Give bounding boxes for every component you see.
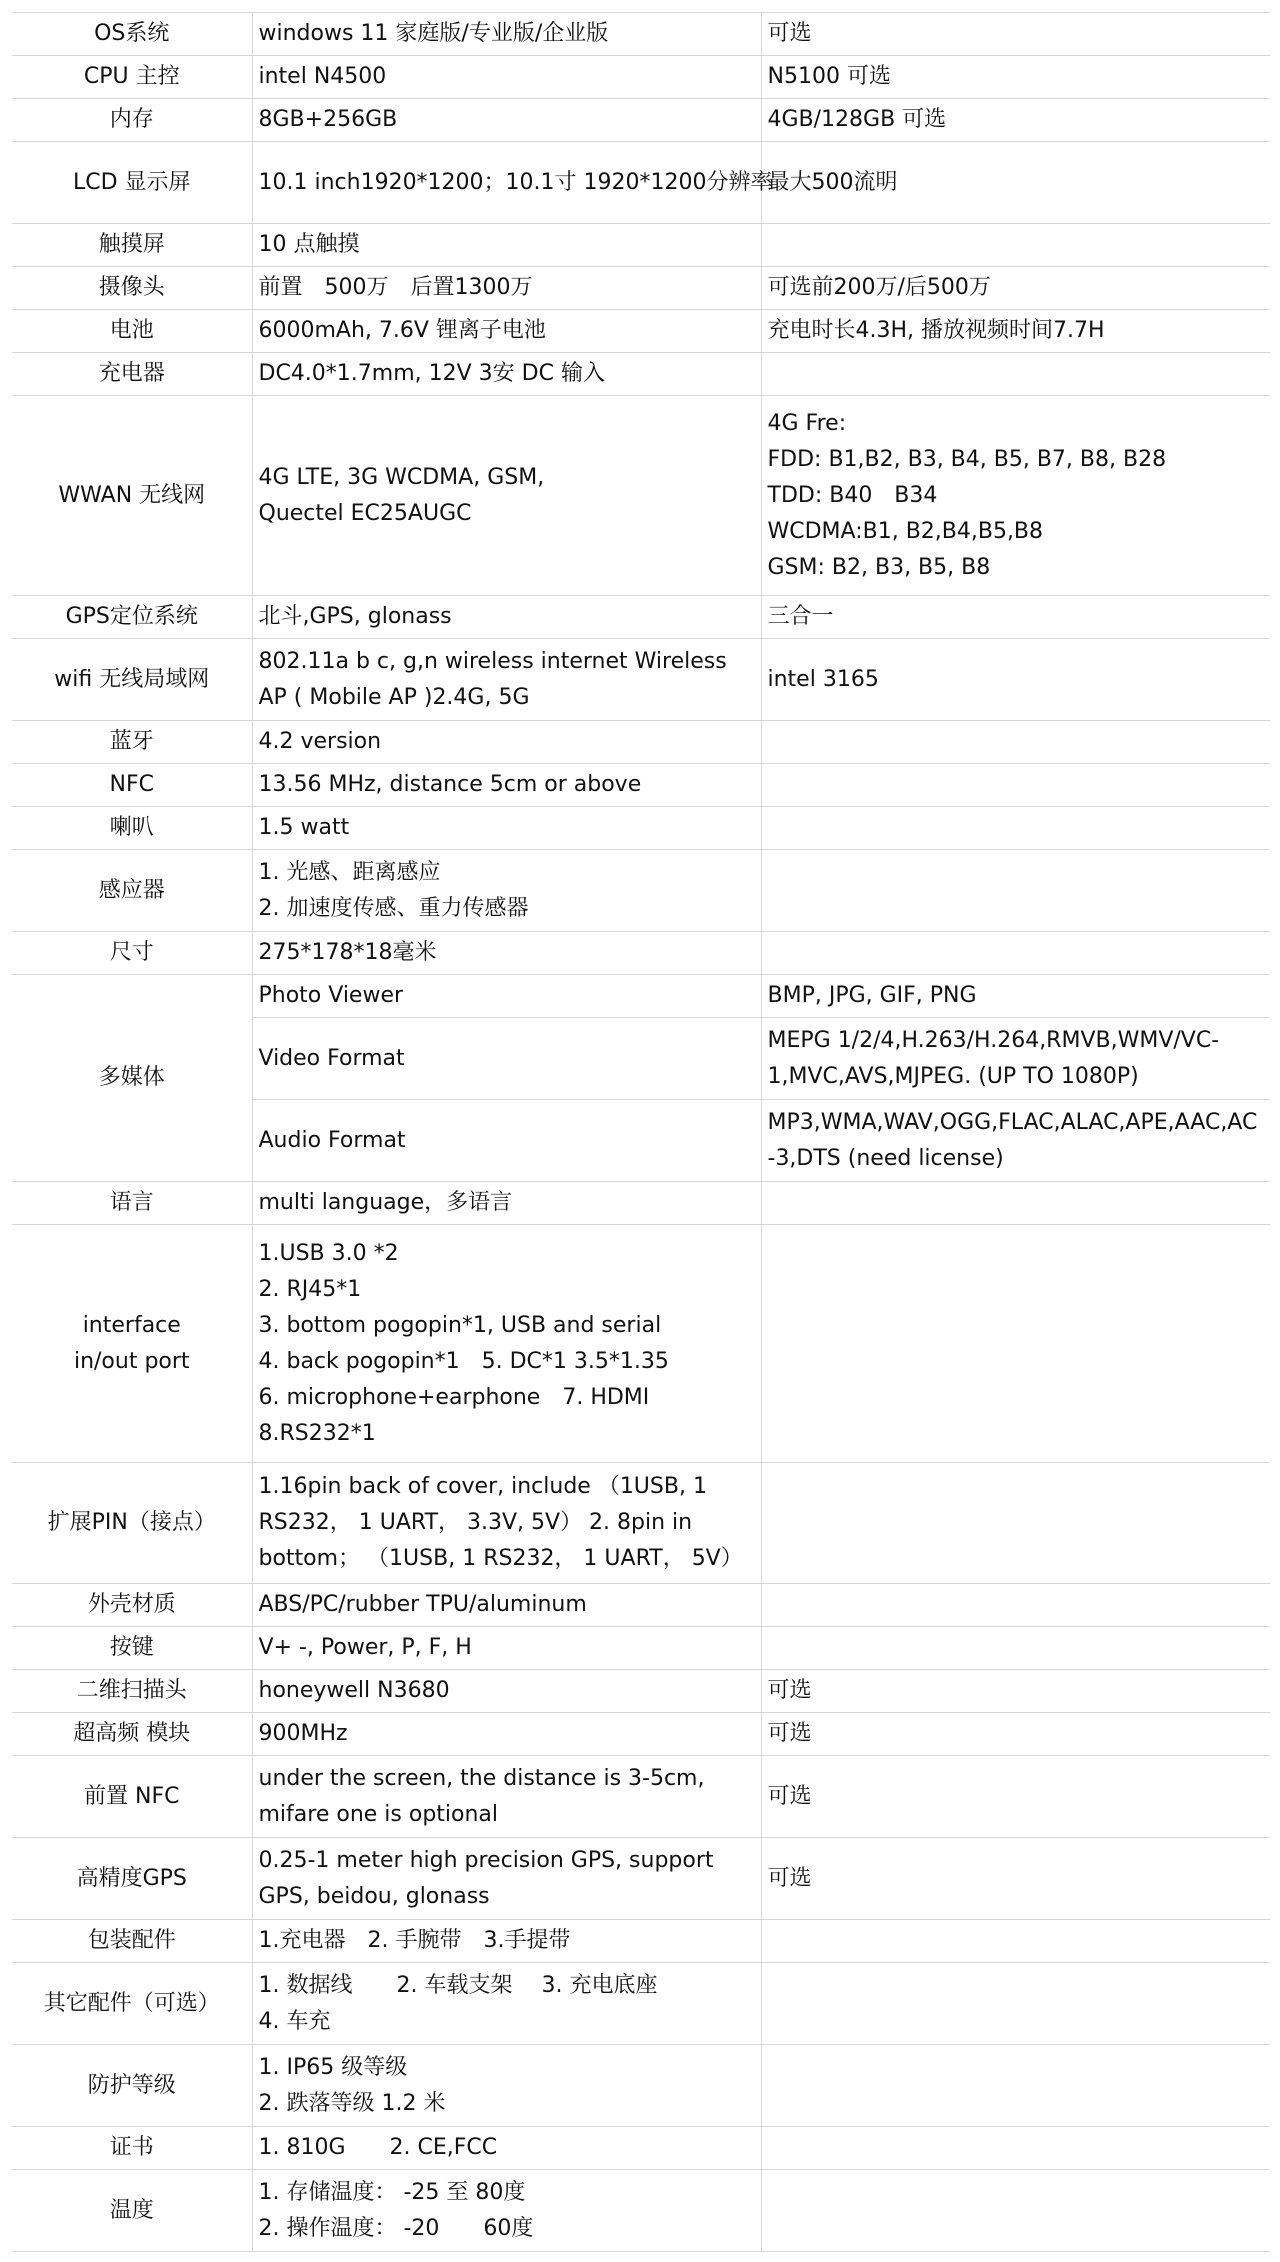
spec-note-line: 可选 (767, 21, 812, 46)
spec-value-line: AP ( Mobile AP )2.4G, 5G (258, 684, 530, 710)
spec-note (761, 1463, 1270, 1584)
spec-value (252, 1713, 761, 1756)
spec-value (252, 1920, 761, 1963)
spec-value-line: 1. 光感、距离感应 (258, 859, 441, 885)
spec-label-line: 感应器 (98, 877, 165, 903)
spec-value (252, 639, 761, 721)
spec-label-line: 按键 (109, 1635, 154, 1660)
spec-note-line: WCDMA:B1, B2,B4,B5,B8 (767, 518, 1044, 544)
spec-value (252, 267, 761, 310)
spec-row (12, 850, 1270, 932)
spec-table (12, 12, 1270, 2252)
spec-value-line: 1. 810G 2. CE,FCC (258, 2135, 498, 2160)
spec-label-line: WWAN 无线网 (58, 482, 206, 508)
spec-row (12, 267, 1270, 310)
spec-value (252, 396, 761, 596)
spec-row (12, 1182, 1270, 1225)
spec-label (12, 224, 252, 267)
spec-value-line: 4. back pogopin*1 5. DC*1 3.5*1.35 (258, 1348, 669, 1374)
spec-note (761, 596, 1270, 639)
spec-label-line: in/out port (73, 1348, 190, 1374)
multimedia-formats-line: BMP, JPG, GIF, PNG (767, 983, 977, 1008)
multimedia-item-name (252, 1100, 761, 1182)
spec-label (12, 1627, 252, 1670)
spec-note-line: 三合一 (767, 604, 834, 629)
spec-note (761, 99, 1270, 142)
spec-row (12, 13, 1270, 56)
spec-row (12, 932, 1270, 975)
spec-note-line: 可选 (767, 1783, 812, 1809)
spec-label-line: GPS定位系统 (65, 604, 198, 629)
spec-note (761, 353, 1270, 396)
spec-value-line: 4. 车充 (258, 2008, 331, 2034)
spec-label (12, 596, 252, 639)
spec-note-line: 4G Fre: (767, 410, 847, 436)
multimedia-formats-line: MP3,WMA,WAV,OGG,FLAC,ALAC,APE,AAC,AC (767, 1109, 1258, 1135)
spec-label (12, 353, 252, 396)
spec-label-line: 蓝牙 (109, 729, 154, 754)
spec-note (761, 721, 1270, 764)
spec-note-line: TDD: B40 B34 (767, 482, 938, 508)
spec-label-line: 其它配件（可选） (43, 1990, 220, 2016)
spec-label-line: LCD 显示屏 (72, 169, 191, 195)
spec-value (252, 2127, 761, 2170)
spec-value (252, 932, 761, 975)
spec-row (12, 2127, 1270, 2170)
spec-value (252, 1963, 761, 2045)
multimedia-item-name-line: Video Format (258, 1045, 405, 1071)
spec-label-line: 充电器 (98, 361, 165, 386)
spec-note (761, 56, 1270, 99)
spec-value-line: 1.16pin back of cover, include （1USB, 1 (258, 1474, 707, 1499)
spec-value-line: 4G LTE, 3G WCDMA, GSM, (258, 464, 545, 490)
spec-label-line: 内存 (109, 107, 154, 132)
spec-row (12, 1756, 1270, 1838)
spec-value-line: DC4.0*1.7mm, 12V 3安 DC 输入 (258, 361, 605, 386)
spec-note-line: 充电时长4.3H, 播放视频时间7.7H (767, 318, 1105, 343)
spec-value-line: 1. 存储温度： -25 至 80度 (258, 2179, 526, 2205)
spec-label (12, 142, 252, 224)
multimedia-item-name (252, 975, 761, 1018)
spec-row (12, 639, 1270, 721)
spec-label-line: 二维扫描头 (76, 1678, 187, 1703)
spec-label (12, 13, 252, 56)
spec-label-line: 电池 (109, 318, 154, 343)
spec-note-line: GSM: B2, B3, B5, B8 (767, 554, 991, 580)
spec-label-line: interface (82, 1312, 181, 1338)
spec-note-line: 最大500流明 (767, 169, 898, 195)
spec-note-line: 4GB/128GB 可选 (767, 107, 947, 132)
spec-note (761, 1920, 1270, 1963)
spec-row (12, 396, 1270, 596)
spec-label-line: 证书 (109, 2135, 154, 2160)
multimedia-formats (761, 975, 1270, 1018)
spec-label-line: wifi 无线局域网 (54, 666, 210, 692)
spec-value-line: mifare one is optional (258, 1801, 499, 1827)
spec-note (761, 1756, 1270, 1838)
spec-note (761, 2170, 1270, 2252)
multimedia-item-name-line: Audio Format (258, 1127, 406, 1153)
multimedia-label (12, 975, 252, 1182)
multimedia-formats-line: 1,MVC,AVS,MJPEG. (UP TO 1080P) (767, 1063, 1139, 1089)
spec-label-line: 包装配件 (87, 1928, 176, 1953)
spec-label-line: 尺寸 (109, 940, 154, 965)
spec-row (12, 1920, 1270, 1963)
spec-label (12, 310, 252, 353)
spec-label (12, 1670, 252, 1713)
spec-row (12, 142, 1270, 224)
spec-value-line: Quectel EC25AUGC (258, 500, 472, 526)
spec-label (12, 1838, 252, 1920)
spec-value (252, 2045, 761, 2127)
spec-table-body (12, 13, 1270, 2252)
spec-label (12, 1584, 252, 1627)
spec-label-line: 防护等级 (87, 2072, 176, 2098)
spec-value (252, 13, 761, 56)
spec-note-line: 可选 (767, 1865, 812, 1891)
spec-label (12, 1225, 252, 1463)
spec-value (252, 1756, 761, 1838)
spec-label (12, 2045, 252, 2127)
spec-note (761, 267, 1270, 310)
spec-label-line: 扩展PIN（接点） (47, 1510, 216, 1535)
multimedia-item-name-line: Photo Viewer (258, 983, 404, 1008)
spec-value-line: 8GB+256GB (258, 107, 398, 132)
spec-value-line: 2. 操作温度： -20 60度 (258, 2215, 534, 2241)
spec-label (12, 1756, 252, 1838)
spec-label (12, 1713, 252, 1756)
spec-label (12, 764, 252, 807)
spec-label-line: 温度 (109, 2197, 154, 2223)
spec-value-line: 2. RJ45*1 (258, 1276, 362, 1302)
spec-value-line: 275*178*18毫米 (258, 940, 437, 965)
spec-note (761, 310, 1270, 353)
spec-value (252, 1225, 761, 1463)
spec-note (761, 639, 1270, 721)
spec-value-line: intel N4500 (258, 64, 387, 89)
spec-value-line: 10 点触摸 (258, 232, 360, 257)
spec-note (761, 2045, 1270, 2127)
multimedia-formats (761, 1018, 1270, 1100)
spec-value-line: ABS/PC/rubber TPU/aluminum (258, 1592, 587, 1617)
spec-label-line: 触摸屏 (98, 232, 165, 257)
spec-note-line: 可选 (767, 1721, 812, 1746)
multimedia-label-line: 多媒体 (98, 1065, 165, 1090)
spec-value-line: GPS, beidou, glonass (258, 1883, 490, 1909)
spec-label-line: 前置 NFC (84, 1783, 180, 1809)
spec-value-line: 1.充电器 2. 手腕带 3.手提带 (258, 1928, 571, 1953)
spec-row (12, 1225, 1270, 1463)
spec-note (761, 1627, 1270, 1670)
spec-row (12, 2170, 1270, 2252)
spec-row (12, 224, 1270, 267)
spec-value-line: 1. 数据线 2. 车载支架 3. 充电底座 (258, 1972, 658, 1998)
spec-row (12, 596, 1270, 639)
spec-value-line: multi language，多语言 (258, 1190, 513, 1215)
spec-row (12, 764, 1270, 807)
spec-value-line: 北斗,GPS, glonass (258, 604, 452, 629)
spec-value (252, 1182, 761, 1225)
spec-value (252, 764, 761, 807)
spec-row (12, 56, 1270, 99)
spec-note (761, 1713, 1270, 1756)
spec-row (12, 1584, 1270, 1627)
spec-label (12, 99, 252, 142)
spec-value-line: 10.1 inch1920*1200；10.1寸 1920*1200分辨率 (258, 169, 773, 195)
spec-label (12, 1463, 252, 1584)
spec-label-line: 超高频 模块 (73, 1721, 191, 1746)
spec-value-line: V+ -, Power, P, F, H (258, 1635, 472, 1660)
spec-label (12, 1920, 252, 1963)
spec-value (252, 224, 761, 267)
spec-value-line: 1.USB 3.0 *2 (258, 1240, 399, 1266)
spec-note (761, 1182, 1270, 1225)
spec-note (761, 807, 1270, 850)
spec-row (12, 2045, 1270, 2127)
spec-note (761, 396, 1270, 596)
spec-value-line: RS232， 1 UART， 3.3V, 5V） 2. 8pin in (258, 1510, 693, 1535)
spec-row (12, 1670, 1270, 1713)
spec-row (12, 310, 1270, 353)
spec-row (12, 807, 1270, 850)
multimedia-row (12, 975, 1270, 1018)
spec-note (761, 2127, 1270, 2170)
spec-value (252, 353, 761, 396)
spec-label-line: CPU 主控 (83, 64, 180, 89)
spec-row (12, 99, 1270, 142)
spec-value-line: 8.RS232*1 (258, 1420, 376, 1446)
spec-value-line: under the screen, the distance is 3-5cm, (258, 1765, 705, 1791)
spec-note (761, 1670, 1270, 1713)
multimedia-formats (761, 1100, 1270, 1182)
spec-row (12, 353, 1270, 396)
spec-row (12, 1838, 1270, 1920)
spec-value-line: 2. 跌落等级 1.2 米 (258, 2090, 446, 2116)
spec-value (252, 99, 761, 142)
spec-value-line: 2. 加速度传感、重力传感器 (258, 895, 529, 921)
spec-label (12, 721, 252, 764)
spec-note (761, 224, 1270, 267)
spec-note (761, 1225, 1270, 1463)
spec-label (12, 267, 252, 310)
spec-value-line: 0.25-1 meter high precision GPS, support (258, 1847, 714, 1873)
spec-note-line: N5100 可选 (767, 64, 891, 89)
spec-note (761, 13, 1270, 56)
spec-value (252, 1838, 761, 1920)
spec-value (252, 142, 773, 224)
multimedia-formats-line: MEPG 1/2/4,H.263/H.264,RMVB,WMV/VC- (767, 1027, 1220, 1053)
spec-value-line: 6. microphone+earphone 7. HDMI (258, 1384, 650, 1410)
spec-note (761, 1963, 1270, 2045)
spec-label-line: 高精度GPS (76, 1865, 187, 1891)
spec-label-line: 喇叭 (109, 815, 154, 840)
spec-value-line: 1. IP65 级等级 (258, 2054, 408, 2080)
spec-row (12, 721, 1270, 764)
spec-value-line: bottom； （1USB, 1 RS232， 1 UART， 5V） (258, 1546, 743, 1571)
spec-value-line: honeywell N3680 (258, 1678, 450, 1703)
spec-note (761, 932, 1270, 975)
spec-value (252, 850, 761, 932)
spec-label (12, 932, 252, 975)
spec-note-line: 可选前200万/后500万 (767, 275, 991, 300)
spec-value-line: 1.5 watt (258, 815, 350, 840)
spec-value-line: 900MHz (258, 1721, 348, 1746)
spec-table-wrapper (12, 12, 1270, 2252)
spec-label-line: 语言 (109, 1190, 154, 1215)
spec-label-line: OS系统 (94, 21, 170, 46)
spec-row (12, 1463, 1270, 1584)
spec-value (252, 1584, 761, 1627)
spec-note (761, 850, 1270, 932)
spec-value (252, 1463, 761, 1584)
spec-value (252, 2170, 761, 2252)
spec-note (761, 1838, 1270, 1920)
spec-row (12, 1627, 1270, 1670)
spec-value-line: 802.11a b c, g,n wireless internet Wireless (258, 648, 727, 674)
spec-label (12, 639, 252, 721)
spec-row (12, 1963, 1270, 2045)
spec-value (252, 1670, 761, 1713)
spec-label (12, 850, 252, 932)
spec-label (12, 2170, 252, 2252)
spec-value-line: 13.56 MHz, distance 5cm or above (258, 772, 642, 797)
spec-label (12, 1963, 252, 2045)
spec-note (761, 142, 1270, 224)
spec-value-line: 前置 500万 后置1300万 (258, 275, 533, 300)
spec-value-line: 4.2 version (258, 729, 382, 754)
spec-value (252, 596, 761, 639)
spec-value (252, 310, 761, 353)
spec-value-line: 6000mAh, 7.6V 锂离子电池 (258, 318, 546, 343)
spec-value (252, 721, 761, 764)
spec-label (12, 56, 252, 99)
spec-label-line: 外壳材质 (87, 1592, 176, 1617)
spec-value (252, 807, 761, 850)
spec-note-line: 可选 (767, 1678, 812, 1703)
spec-note-line: intel 3165 (767, 666, 879, 692)
spec-value-line: 3. bottom pogopin*1, USB and serial (258, 1312, 662, 1338)
spec-label (12, 2127, 252, 2170)
spec-note (761, 764, 1270, 807)
spec-note-line: FDD: B1,B2, B3, B4, B5, B7, B8, B28 (767, 446, 1167, 472)
spec-label-line: NFC (109, 772, 154, 797)
spec-row (12, 1713, 1270, 1756)
spec-label (12, 1182, 252, 1225)
spec-value (252, 56, 761, 99)
spec-label (12, 396, 252, 596)
spec-label (12, 807, 252, 850)
spec-value-line: windows 11 家庭版/专业版/企业版 (258, 21, 609, 46)
multimedia-item-name (252, 1018, 761, 1100)
multimedia-formats-line: -3,DTS (need license) (767, 1145, 1004, 1171)
spec-value (252, 1627, 761, 1670)
spec-label-line: 摄像头 (98, 275, 165, 300)
spec-note (761, 1584, 1270, 1627)
